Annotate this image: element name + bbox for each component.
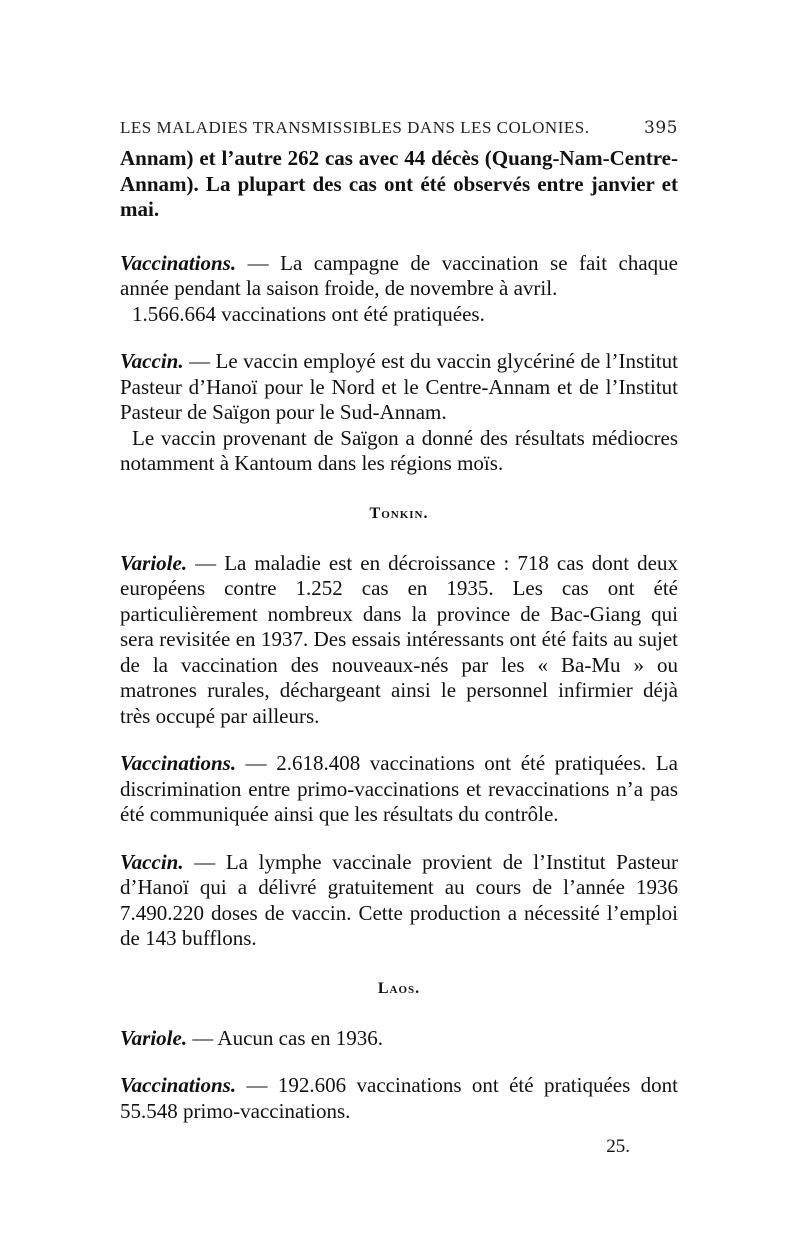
page xyxy=(120,118,678,1158)
text-vaccinations: — 2.618.408 vaccinations ont été pratiquées. La discrimination entre primo-vaccinations et revaccinations n’a pas été communiquée ainsi que les résultats du contrôle. xyxy=(120,751,678,826)
text-vaccin: — Le vaccin employé est du vaccin glycériné de l’Institut Pasteur d’Hanoï pour le Nord et le Centre-Annam et de l’Institut Pasteur de Saïgon pour le Sud-Annam. xyxy=(120,349,678,424)
text-variole: — La maladie est en décroissance : 718 cas dont deux européens contre 1.252 cas en 1935. Les cas ont été particulièrement nombreux dans la province de Bac-Giang qui sera revisitée en 1937. Des essais intéressants ont été faits au sujet de la vaccination des nouveaux-nés par les « Ba-Mu » ou matrones rurales, déchargeant ainsi le personnel infirmier déjà très occupé par ailleurs. xyxy=(120,550,678,728)
text-variole: — Aucun cas en 1936. xyxy=(187,1025,384,1050)
paragraph-laos-variole xyxy=(120,1026,678,1052)
spacer xyxy=(120,952,678,980)
lead-variole: Variole. xyxy=(120,550,188,575)
spacer xyxy=(120,828,678,850)
spacer xyxy=(120,477,678,505)
lead-vaccinations: Vaccinations. xyxy=(120,250,237,275)
paragraph-tonkin-variole xyxy=(120,551,678,730)
lead-vaccinations: Vaccinations. xyxy=(120,1073,237,1097)
text-vaccin: — La lymphe vaccinale provient de l’Institut Pasteur d’Hanoï qui a délivré gratuitement au cours de l’année 1936 7.490.220 doses de vaccin. Cette production a nécessité l’emploi de 143 bufflons. xyxy=(120,849,678,950)
running-header xyxy=(120,118,678,138)
paragraph-annam-vaccinations-count: 1.566.664 vaccinations ont été pratiquées. xyxy=(132,301,485,326)
paragraph-annam-continuation: Annam) et l’autre 262 cas avec 44 décès (Quang-Nam-Centre-Annam). La plupart des cas ont été observés entre janvier et mai. xyxy=(120,146,678,221)
section-heading-tonkin: Tonkin. xyxy=(369,504,429,522)
paragraph-annam-vaccin xyxy=(120,349,678,426)
signature-mark: 25. xyxy=(606,1136,630,1157)
spacer xyxy=(120,223,678,251)
running-title: LES MALADIES TRANSMISSIBLES DANS LES COLONIES. xyxy=(120,118,590,137)
lead-vaccin: Vaccin. xyxy=(120,349,184,373)
paragraph-tonkin-vaccinations xyxy=(120,751,678,828)
lead-variole: Variole. xyxy=(120,1025,188,1050)
paragraph-annam-vaccinations xyxy=(120,251,678,302)
spacer xyxy=(120,523,678,551)
lead-vaccin: Vaccin. xyxy=(120,849,184,874)
paragraph-annam-vaccin-saigon: Le vaccin provenant de Saïgon a donné des résultats médiocres notamment à Kantoum dans les régions moïs. xyxy=(120,425,678,475)
spacer xyxy=(120,729,678,751)
spacer xyxy=(120,998,678,1026)
section-heading-laos: Laos. xyxy=(377,979,421,997)
lead-vaccinations: Vaccinations. xyxy=(120,751,237,775)
paragraph-laos-vaccinations xyxy=(120,1073,678,1124)
spacer xyxy=(120,327,678,349)
text-vaccinations: — 192.606 vaccinations ont été pratiquées dont 55.548 primo-vaccinations. xyxy=(120,1073,678,1123)
text-vaccinations: — La campagne de vaccination se fait chaque année pendant la saison froide, de novembre à avril. xyxy=(120,250,678,300)
spacer xyxy=(120,1051,678,1073)
paragraph-tonkin-vaccin xyxy=(120,850,678,952)
page-number: 395 xyxy=(644,118,678,138)
